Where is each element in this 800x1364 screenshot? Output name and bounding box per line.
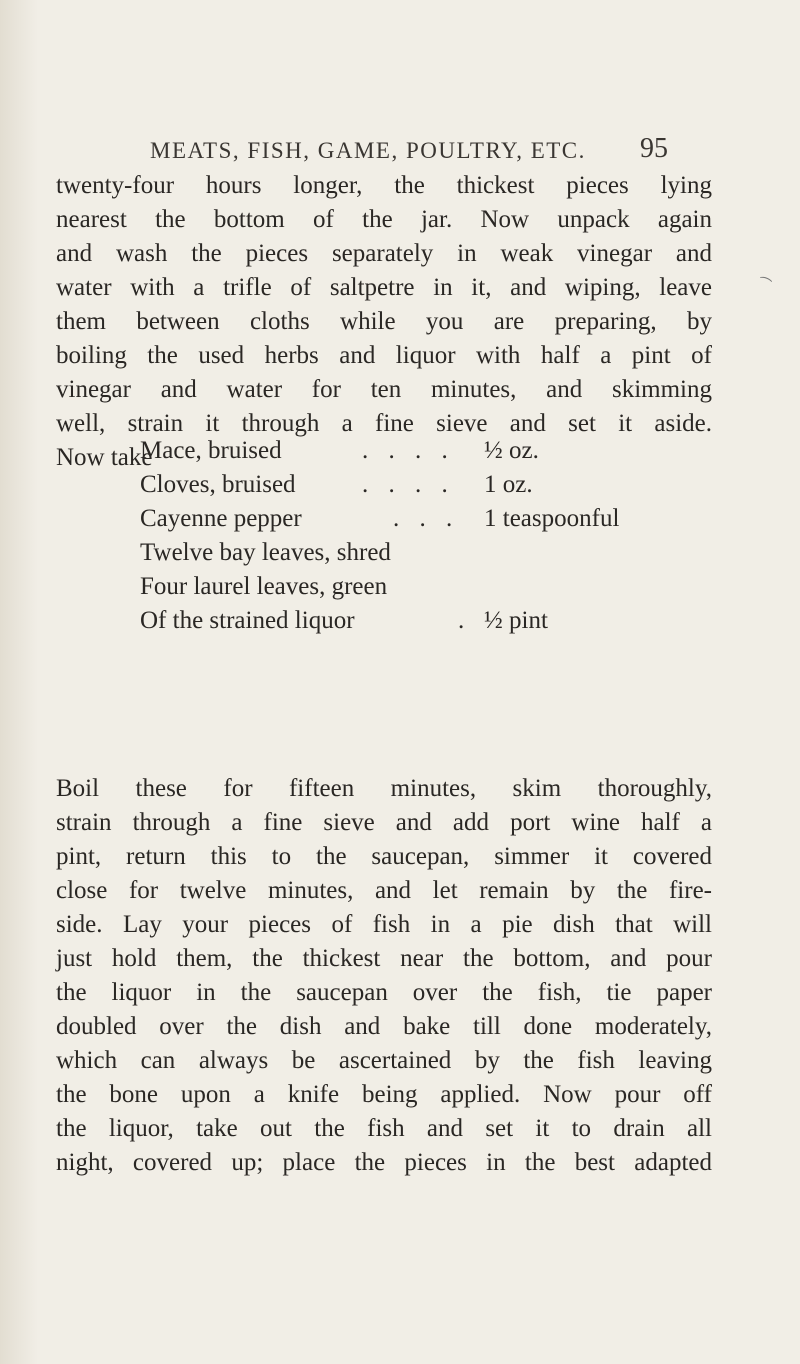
ingredient-name: Four laurel leaves, green: [140, 573, 388, 600]
leader-dots: . . .: [393, 505, 460, 532]
paragraph-2: [56, 772, 712, 1180]
text-line: side. Lay your pieces of fish in a pie dish that will: [56, 911, 712, 938]
ingredient-quantity: 1 oz.: [484, 471, 533, 498]
text-line: them between cloths while you are preparing, by: [56, 308, 712, 335]
text-line: nearest the bottom of the jar. Now unpack again: [56, 206, 712, 233]
text-line: Boil these for fifteen minutes, skim thoroughly,: [56, 775, 712, 802]
text-line: boiling the used herbs and liquor with half a pint of: [56, 342, 712, 369]
text-line: well, strain it through a fine sieve and set it aside.: [56, 410, 712, 437]
paragraph-1: [56, 169, 712, 475]
text-line: strain through a fine sieve and add port wine half a: [56, 809, 712, 836]
running-head: MEATS, FISH, GAME, POULTRY, ETC.: [150, 138, 586, 163]
ingredient-name: Mace, bruised: [140, 437, 282, 464]
ingredient-name: Of the strained liquor: [140, 607, 355, 634]
ingredient-quantity: ½ oz.: [484, 437, 539, 464]
text-line: just hold them, the thickest near the bottom, and pour: [56, 945, 712, 972]
text-line: the liquor in the saucepan over the fish, tie paper: [56, 979, 712, 1006]
ingredient-quantity: ½ pint: [484, 607, 548, 634]
ingredient-row: [140, 604, 740, 638]
text-line: Now take: [56, 444, 153, 471]
text-line: water with a trifle of saltpetre in it, and wiping, leave: [56, 274, 712, 301]
text-line: twenty-four hours longer, the thickest pieces lying: [56, 172, 712, 199]
leader-dots: . . . .: [362, 471, 455, 498]
text-line: pint, return this to the saucepan, simmer it covered: [56, 843, 712, 870]
gutter-shadow: [0, 0, 38, 1364]
text-line: night, covered up; place the pieces in the best adapted: [56, 1149, 712, 1176]
text-line: which can always be ascertained by the fish leaving: [56, 1047, 712, 1074]
text-line: close for twelve minutes, and let remain by the fire-: [56, 877, 712, 904]
text-line: doubled over the dish and bake till done moderately,: [56, 1013, 712, 1040]
leader-dots: . . . .: [362, 437, 455, 464]
ingredient-row: [140, 468, 740, 502]
ingredient-name: Cayenne pepper: [140, 505, 302, 532]
ingredient-row: [140, 570, 740, 604]
ingredient-row: [140, 502, 740, 536]
text-line: and wash the pieces separately in weak vinegar and: [56, 240, 712, 267]
ingredient-name: Twelve bay leaves, shred: [140, 539, 391, 566]
text-line: the liquor, take out the fish and set it to drain all: [56, 1115, 712, 1142]
ingredient-name: Cloves, bruised: [140, 471, 296, 498]
ingredient-row: [140, 536, 740, 570]
margin-mark: ⁀: [755, 276, 772, 296]
page-number: 95: [640, 133, 668, 164]
text-line: vinegar and water for ten minutes, and skimming: [56, 376, 712, 403]
ingredient-row: [140, 434, 740, 468]
ingredient-list: [140, 434, 740, 638]
leader-dots: .: [458, 607, 472, 634]
ingredient-quantity: 1 teaspoonful: [484, 505, 620, 532]
text-line: the bone upon a knife being applied. Now pour off: [56, 1081, 712, 1108]
